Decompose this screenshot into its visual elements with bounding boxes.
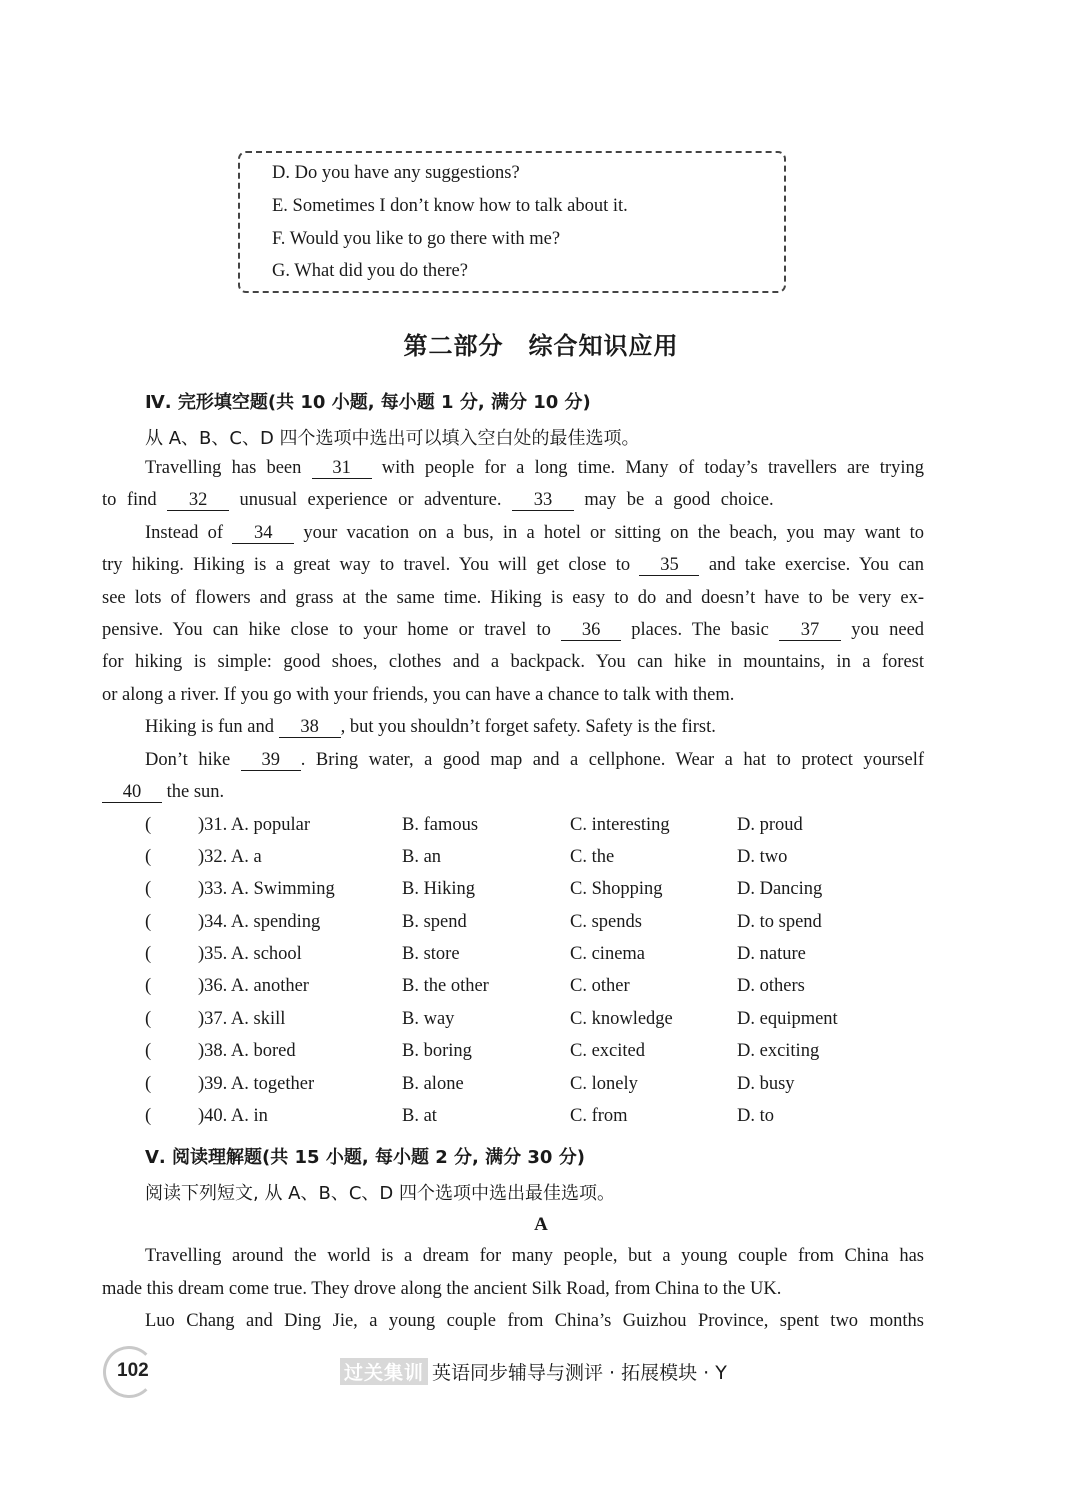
blank-31: 31 xyxy=(312,459,372,479)
option-d: D. to spend xyxy=(737,912,822,932)
option-b: B. store xyxy=(402,944,460,964)
section-title: 第二部分 综合知识应用 xyxy=(403,332,679,360)
option-f: F. Would you like to go there with me? xyxy=(272,229,561,249)
page-number: 102 xyxy=(117,1360,149,1381)
answer-paren[interactable]: ( xyxy=(145,847,152,867)
options-box xyxy=(238,151,786,293)
passage-line: Travelling around the world is a dream for many people, but a young couple from China has xyxy=(145,1246,924,1266)
option-d: D. proud xyxy=(737,815,803,835)
question-number: )36. A. another xyxy=(198,976,309,996)
option-b: B. way xyxy=(402,1009,455,1029)
blank-39: 39 xyxy=(241,751,301,771)
answer-paren[interactable]: ( xyxy=(145,1074,152,1094)
text: pensive. You can hike close to your home or travel to xyxy=(102,620,551,640)
question-row xyxy=(0,847,1082,877)
question-row xyxy=(0,944,1082,974)
question-row xyxy=(0,1106,1082,1136)
question-number: )35. A. school xyxy=(198,944,302,964)
page-number-badge xyxy=(103,1346,155,1398)
option-c: C. excited xyxy=(570,1041,646,1061)
text: with people for a long time. Many of today’s travellers are trying xyxy=(381,458,924,478)
text: , but you shouldn’t forget safety. Safety is the first. xyxy=(340,717,716,737)
option-d: D. Dancing xyxy=(737,879,823,899)
option-d: D. nature xyxy=(737,944,806,964)
blank-33: 33 xyxy=(512,491,574,511)
blank-34: 34 xyxy=(232,524,294,544)
cloze-line xyxy=(102,490,924,511)
option-d: D. two xyxy=(737,847,788,867)
answer-paren[interactable]: ( xyxy=(145,1106,152,1126)
option-b: B. Hiking xyxy=(402,879,475,899)
option-e: E. Sometimes I don’t know how to talk about it. xyxy=(272,196,628,216)
passage-line: made this dream come true. They drove along the ancient Silk Road, from China to the UK. xyxy=(102,1279,782,1299)
blank-32: 32 xyxy=(167,491,229,511)
text: the sun. xyxy=(166,782,225,802)
cloze-line: see lots of flowers and grass at the same time. Hiking is easy to do and doesn’t have to be very ex- xyxy=(102,588,924,608)
cloze-line xyxy=(145,523,924,544)
text: may be a good choice. xyxy=(584,490,774,510)
cloze-line xyxy=(145,717,924,738)
question-row xyxy=(0,815,1082,845)
blank-37: 37 xyxy=(779,621,841,641)
option-b: B. alone xyxy=(402,1074,464,1094)
option-b: B. at xyxy=(402,1106,437,1126)
question-row xyxy=(0,1074,1082,1104)
part5-heading: Ⅴ. 阅读理解题(共 15 小题, 每小题 2 分, 满分 30 分) xyxy=(145,1147,585,1168)
option-d: D. exciting xyxy=(737,1041,820,1061)
text: Travelling has been xyxy=(145,458,302,478)
option-b: B. boring xyxy=(402,1041,472,1061)
text: Instead of xyxy=(145,523,224,543)
series-badge: 过关集训 xyxy=(340,1358,428,1385)
answer-paren[interactable]: ( xyxy=(145,1041,152,1061)
option-c: C. knowledge xyxy=(570,1009,673,1029)
option-c: C. lonely xyxy=(570,1074,638,1094)
text: to find xyxy=(102,490,157,510)
option-d: D. Do you have any suggestions? xyxy=(272,163,520,183)
question-number: )38. A. bored xyxy=(198,1041,296,1061)
cloze-line: for hiking is simple: good shoes, clothes and a backpack. You can hike in mountains, in a forest xyxy=(102,652,924,672)
option-b: B. the other xyxy=(402,976,489,996)
cloze-line xyxy=(102,620,924,641)
part4-instruction: 从 A、B、C、D 四个选项中选出可以填入空白处的最佳选项。 xyxy=(145,428,640,449)
book-title: 英语同步辅导与测评 · 拓展模块 · Y xyxy=(432,1362,727,1384)
answer-paren[interactable]: ( xyxy=(145,976,152,996)
option-g: G. What did you do there? xyxy=(272,261,468,281)
passage-letter: A xyxy=(534,1214,548,1235)
answer-paren[interactable]: ( xyxy=(145,944,152,964)
cloze-line: or along a river. If you go with your friends, you can have a chance to talk with them. xyxy=(102,685,735,705)
text: try hiking. Hiking is a great way to travel. You will get close to xyxy=(102,555,631,575)
text: and take exercise. You can xyxy=(708,555,924,575)
question-row xyxy=(0,1009,1082,1039)
question-row xyxy=(0,879,1082,909)
question-number: )31. A. popular xyxy=(198,815,311,835)
option-b: B. an xyxy=(402,847,442,867)
option-b: B. spend xyxy=(402,912,467,932)
text: . Bring water, a good map and a cellphone. Wear a hat to protect yourself xyxy=(300,750,924,770)
question-number: )37. A. skill xyxy=(198,1009,286,1029)
answer-paren[interactable]: ( xyxy=(145,912,152,932)
part4-heading: Ⅳ. 完形填空题(共 10 小题, 每小题 1 分, 满分 10 分) xyxy=(145,392,591,413)
option-d: D. to xyxy=(737,1106,774,1126)
blank-38: 38 xyxy=(279,718,341,738)
option-c: C. from xyxy=(570,1106,628,1126)
option-c: C. interesting xyxy=(570,815,670,835)
blank-35: 35 xyxy=(639,556,699,576)
question-number: )34. A. spending xyxy=(198,912,321,932)
answer-paren[interactable]: ( xyxy=(145,879,152,899)
text: places. The basic xyxy=(631,620,769,640)
question-row xyxy=(0,976,1082,1006)
text: you need xyxy=(851,620,925,640)
text: your vacation on a bus, in a hotel or sitting on the beach, you may want to xyxy=(303,523,924,543)
footer-title xyxy=(340,1358,727,1385)
cloze-line xyxy=(102,782,924,803)
blank-40: 40 xyxy=(102,783,162,803)
option-d: D. equipment xyxy=(737,1009,838,1029)
question-row xyxy=(0,912,1082,942)
cloze-line xyxy=(145,458,924,479)
answer-paren[interactable]: ( xyxy=(145,1009,152,1029)
text: Don’t hike xyxy=(145,750,231,770)
option-c: C. the xyxy=(570,847,615,867)
question-number: )32. A. a xyxy=(198,847,262,867)
question-number: )39. A. together xyxy=(198,1074,315,1094)
question-number: )40. A. in xyxy=(198,1106,268,1126)
question-row xyxy=(0,1041,1082,1071)
answer-paren[interactable]: ( xyxy=(145,815,152,835)
option-d: D. busy xyxy=(737,1074,795,1094)
option-c: C. other xyxy=(570,976,630,996)
blank-36: 36 xyxy=(561,621,621,641)
option-c: C. cinema xyxy=(570,944,646,964)
option-c: C. Shopping xyxy=(570,879,663,899)
text: Hiking is fun and xyxy=(145,717,274,737)
question-number: )33. A. Swimming xyxy=(198,879,335,899)
passage-line: Luo Chang and Ding Jie, a young couple from China’s Guizhou Province, spent two months xyxy=(145,1311,924,1331)
cloze-line xyxy=(102,555,924,576)
option-b: B. famous xyxy=(402,815,479,835)
text: unusual experience or adventure. xyxy=(239,490,502,510)
part5-instruction: 阅读下列短文, 从 A、B、C、D 四个选项中选出最佳选项。 xyxy=(145,1183,615,1204)
option-c: C. spends xyxy=(570,912,642,932)
cloze-line xyxy=(145,750,924,771)
option-d: D. others xyxy=(737,976,805,996)
